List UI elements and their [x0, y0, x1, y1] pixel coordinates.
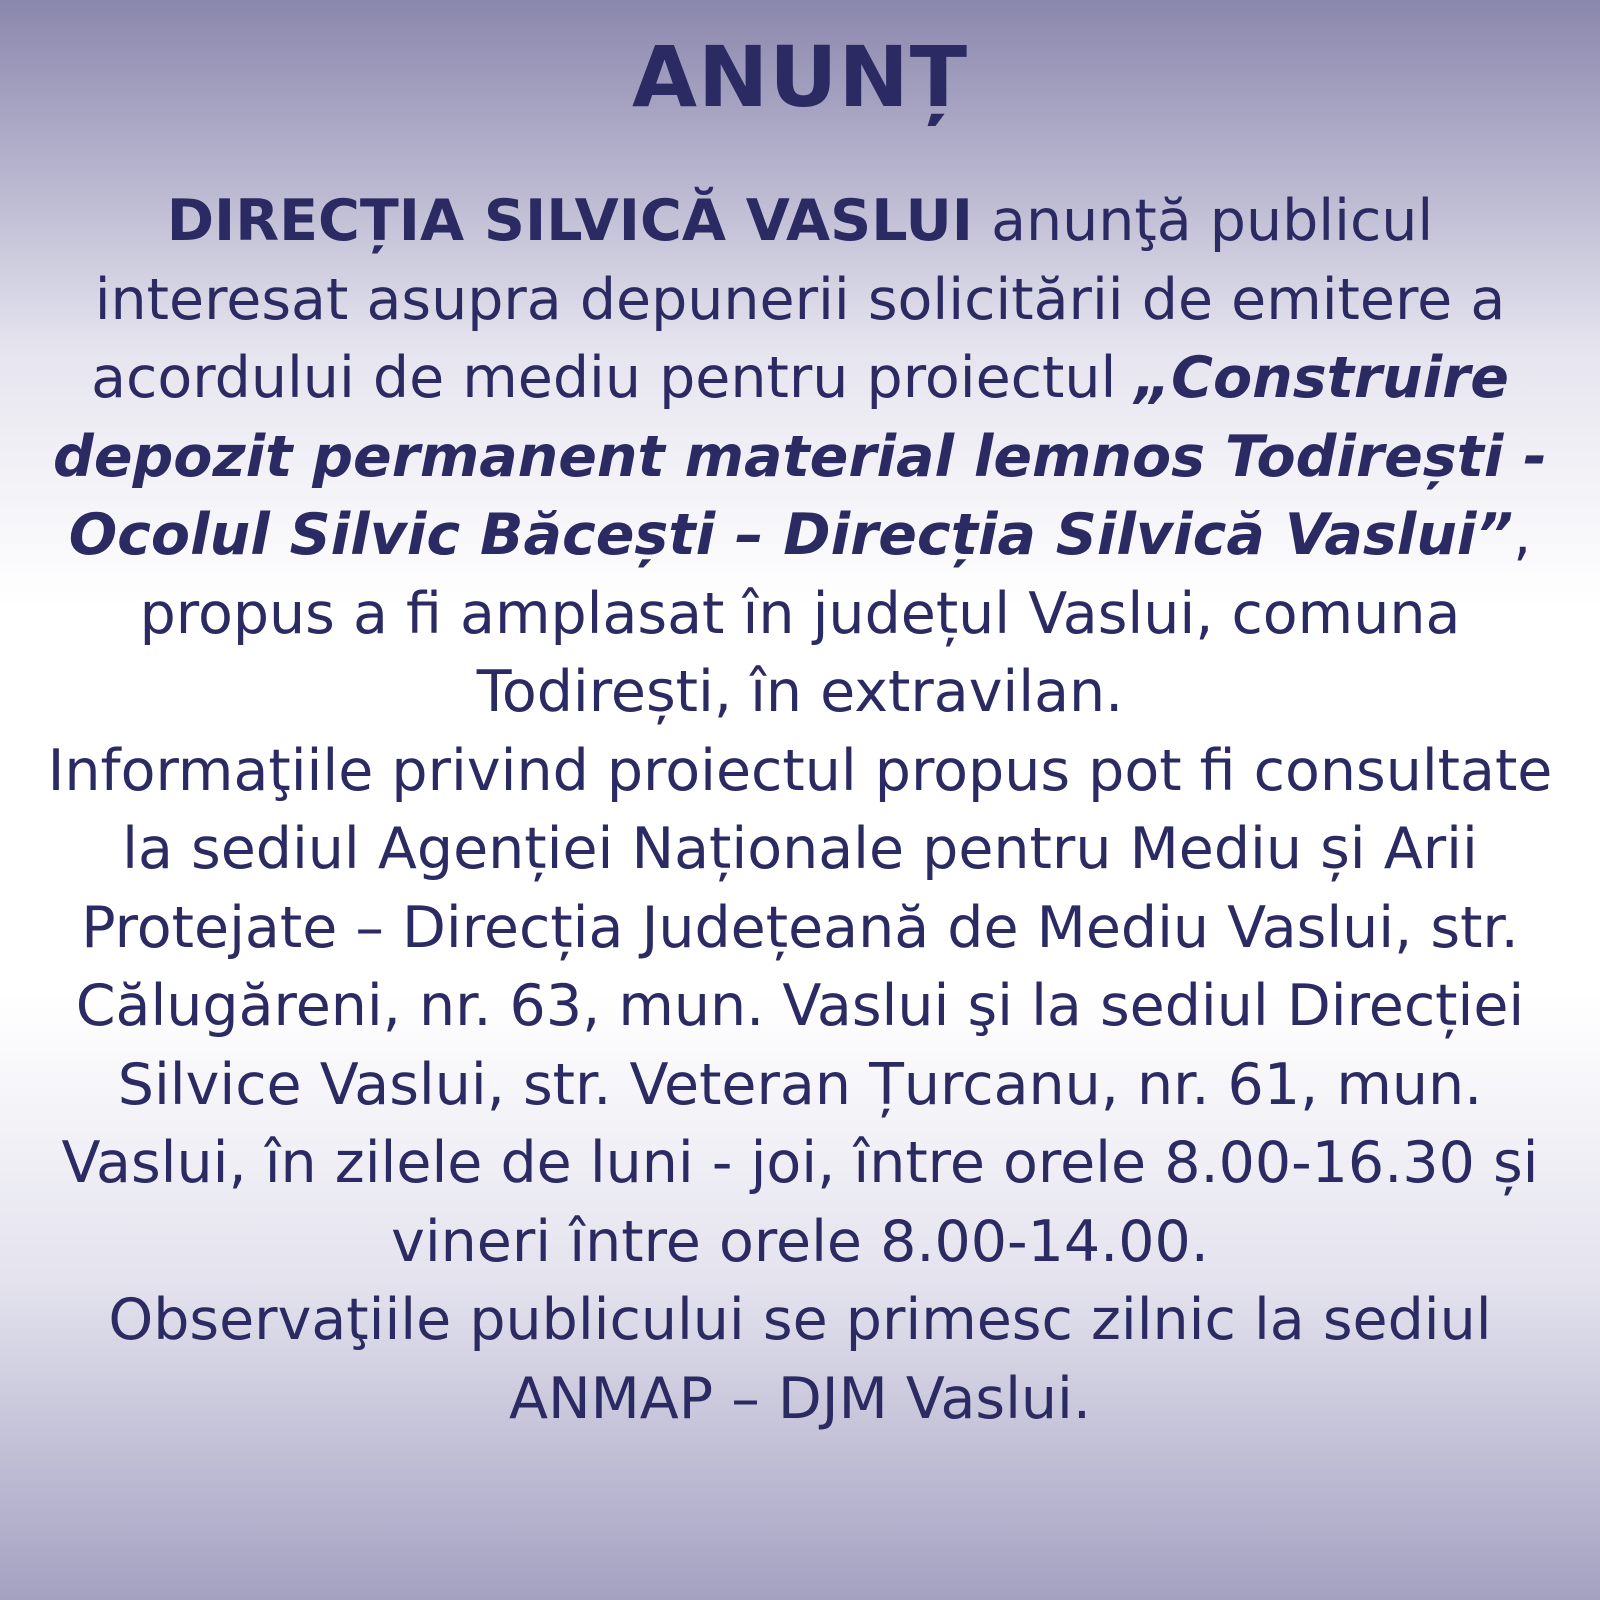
location-text: , propus a fi amplasat în județul Vaslui, comuna Todirești, în extravilan. [139, 502, 1532, 725]
intro-text: anunţă publicul interesat asupra depunerii solicitării de emitere a acordului de mediu pentru proiectul [91, 188, 1506, 411]
announcement-title: ANUNȚ [631, 28, 969, 126]
project-name: „Construire depozit permanent material lemnos Todirești - Ocolul Silvic Băcești – Direcția Silvică Vaslui” [53, 345, 1547, 568]
announcement-paragraph-2: Informaţiile privind proiectul propus pot fi consultate la sediul Agenției Naționale pentru Mediu și Arii Protejate – Direcția Județeană de Mediu Vaslui, str. Călugăreni, nr. 63, mun. Vaslui şi la sediul Direcției Silvice Vaslui, str. Veteran Țurcanu, nr. 61, mun. Vaslui, în zilele de luni - joi, între orele 8.00-16.30 și vineri între orele 8.00-14.00. [47, 737, 1553, 1275]
announcement-paragraph-1 [40, 182, 1560, 732]
organization-name: DIRECȚIA SILVICĂ VASLUI [166, 188, 973, 254]
announcement-paragraph-3: Observaţiile publicului se primesc zilnic la sediul ANMAP – DJM Vaslui. [108, 1287, 1492, 1432]
